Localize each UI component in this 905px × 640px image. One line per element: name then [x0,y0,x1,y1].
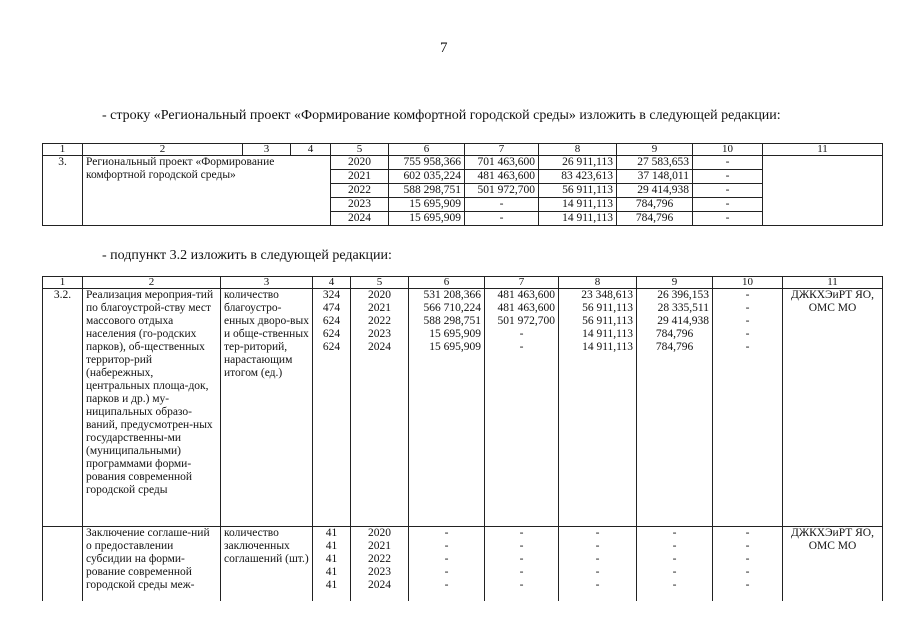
year-value: 2022 [368,553,391,565]
amount-value: - [519,328,524,340]
value-cell: - [465,198,539,212]
amount-value: - [595,579,600,591]
row-number: 3. [43,156,83,226]
amount-value: - [745,289,750,301]
row-number [43,527,83,601]
amount-value: 15 695,909 [429,341,481,353]
target-value: 41 [325,540,338,552]
total-values-cell [409,289,485,527]
year-value: 2020 [368,289,391,301]
target-values-cell [313,527,351,601]
table2-header-row [43,277,883,289]
amount-value: - [595,566,600,578]
value-cell: 588 298,751 [389,184,465,198]
value-cell: 755 958,366 [389,156,465,170]
year-value: 2024 [368,341,391,353]
year-value: 2021 [368,540,391,552]
amount-value: - [745,315,750,327]
target-value: 324 [322,289,341,301]
table2-header-cell: 7 [485,277,559,289]
amount-value: 481 463,600 [497,289,555,301]
value-cell: 27 583,653 [617,156,693,170]
table1-header-cell: 5 [331,144,389,156]
table2-header-cell: 4 [313,277,351,289]
amount-value: - [745,540,750,552]
amount-value: - [519,579,524,591]
table2-header-cell: 6 [409,277,485,289]
amount-value: - [672,527,677,539]
target-value: 624 [322,315,341,327]
amount-value: - [745,341,750,353]
amount-value: - [595,553,600,565]
amount-value: 784,796 [655,341,694,353]
table1-header-cell: 3 [243,144,291,156]
amount-value: - [672,566,677,578]
value-cell: 481 463,600 [465,170,539,184]
instruction-1: - строку «Региональный проект «Формирование комфортной городской среды» изложить в следующей редакции: [102,108,781,123]
amount-value: - [672,540,677,552]
year-value: 2021 [368,302,391,314]
value-cell: 14 911,113 [539,198,617,212]
table2-header-cell: 2 [83,277,221,289]
target-value: 624 [322,328,341,340]
years-cell [351,527,409,601]
amount-value: - [519,527,524,539]
amount-value: - [745,328,750,340]
activity-name: Реализация мероприя-тий по благоустрой-ству мест массового отдыха населения (го-родских парков), об-щественных территор-рий (набережных, центральных площа-док, парков и др.) му-ниципальных образо-ваний, предусмотрен-ных государственны-ми (муниципальными) программами форми-рования современной городской среды [83,289,221,527]
amount-value: 29 414,938 [657,315,709,327]
total-values-cell [409,527,485,601]
table1-header-cell: 7 [465,144,539,156]
years-cell [351,289,409,527]
indicator-cell: количество благоустро-енных дворо-вых и обще-ственных тер-риторий, нарастающим итогом (ед.) [221,289,313,527]
value-cell: 784,796 [617,212,693,226]
table-row [43,289,883,527]
value-cell: 701 463,600 [465,156,539,170]
table2-header-cell: 3 [221,277,313,289]
table2-header-cell: 8 [559,277,637,289]
regional-values-cell [559,527,637,601]
target-value: 41 [325,527,338,539]
value-cell: 15 695,909 [389,212,465,226]
table2-header-cell: 5 [351,277,409,289]
table1-header-cell: 6 [389,144,465,156]
table1-header-cell: 9 [617,144,693,156]
value-cell: 784,796 [617,198,693,212]
federal-values-cell [485,527,559,601]
table1-header-cell: 11 [763,144,883,156]
amount-value: - [745,566,750,578]
value-cell: 15 695,909 [389,198,465,212]
table1-header-cell: 4 [291,144,331,156]
year-cell: 2022 [331,184,389,198]
amount-value: - [672,579,677,591]
target-value: 41 [325,579,338,591]
target-values-cell [313,289,351,527]
amount-value: - [745,302,750,314]
amount-value: - [745,553,750,565]
amount-value: 531 208,366 [423,289,481,301]
table2-header-cell: 11 [783,277,883,289]
amount-value: 56 911,113 [582,315,633,327]
amount-value: 14 911,113 [582,341,633,353]
amount-value: 15 695,909 [429,328,481,340]
value-cell: - [465,212,539,226]
table2-header-cell: 10 [713,277,783,289]
year-cell: 2024 [331,212,389,226]
amount-value: - [672,553,677,565]
amount-value: - [519,566,524,578]
activity-name: Заключение соглаше-ний о предоставлении субсидии на форми-рование современной городской среды меж- [83,527,221,601]
table2-header-cell: 1 [43,277,83,289]
amount-value: 14 911,113 [582,328,633,340]
amount-value: - [595,540,600,552]
project-name: Региональный проект «Формирование комфортной городской среды» [83,156,331,226]
amount-value: 784,796 [655,328,694,340]
year-cell: 2020 [331,156,389,170]
value-cell: 83 423,613 [539,170,617,184]
table1-header-cell: 1 [43,144,83,156]
amount-value: 23 348,613 [581,289,633,301]
other-values-cell [713,527,783,601]
amount-value: - [519,341,524,353]
federal-values-cell [485,289,559,527]
value-cell: - [693,212,763,226]
value-cell: 29 414,938 [617,184,693,198]
table-regional-project [42,143,883,226]
other-values-cell [713,289,783,527]
value-cell: 56 911,113 [539,184,617,198]
page-number: 7 [440,40,448,56]
amount-value: 566 710,224 [423,302,481,314]
table-subitem-3-2 [42,276,883,601]
year-value: 2022 [368,315,391,327]
table2-header-cell: 9 [637,277,713,289]
value-cell: 26 911,113 [539,156,617,170]
amount-value: 28 335,511 [657,302,709,314]
target-value: 41 [325,553,338,565]
table-row [43,527,883,601]
local-values-cell [637,289,713,527]
value-cell: - [693,198,763,212]
amount-value: - [595,527,600,539]
amount-value: 26 396,153 [657,289,709,301]
target-value: 474 [322,302,341,314]
amount-value: 501 972,700 [497,315,555,327]
value-cell: 602 035,224 [389,170,465,184]
instruction-2: - подпункт 3.2 изложить в следующей редакции: [102,248,392,263]
amount-value: - [444,553,449,565]
value-cell: 37 148,011 [617,170,693,184]
responsible-cell: ДЖКХЭиРТ ЯО, ОМС МО [783,527,883,601]
amount-value: - [444,566,449,578]
year-value: 2023 [368,328,391,340]
responsible-cell: ДЖКХЭиРТ ЯО, ОМС МО [783,289,883,527]
value-cell: 14 911,113 [539,212,617,226]
table1-header-row [43,144,883,156]
amount-value: 588 298,751 [423,315,481,327]
amount-value: - [745,579,750,591]
year-cell: 2021 [331,170,389,184]
amount-value: - [444,540,449,552]
amount-value: - [519,553,524,565]
amount-value: - [444,579,449,591]
amount-value: - [519,540,524,552]
value-cell: - [693,184,763,198]
target-value: 624 [322,341,341,353]
amount-value: 56 911,113 [582,302,633,314]
indicator-cell: количество заключенных соглашений (шт.) [221,527,313,601]
responsible-cell [763,156,883,226]
value-cell: - [693,170,763,184]
regional-values-cell [559,289,637,527]
amount-value: - [745,527,750,539]
table1-header-cell: 8 [539,144,617,156]
local-values-cell [637,527,713,601]
value-cell: - [693,156,763,170]
year-cell: 2023 [331,198,389,212]
row-number: 3.2. [43,289,83,527]
table1-header-cell: 2 [83,144,243,156]
year-value: 2020 [368,527,391,539]
target-value: 41 [325,566,338,578]
value-cell: 501 972,700 [465,184,539,198]
amount-value: - [444,527,449,539]
table-row [43,156,883,170]
year-value: 2023 [368,566,391,578]
table1-header-cell: 10 [693,144,763,156]
amount-value: 481 463,600 [497,302,555,314]
year-value: 2024 [368,579,391,591]
